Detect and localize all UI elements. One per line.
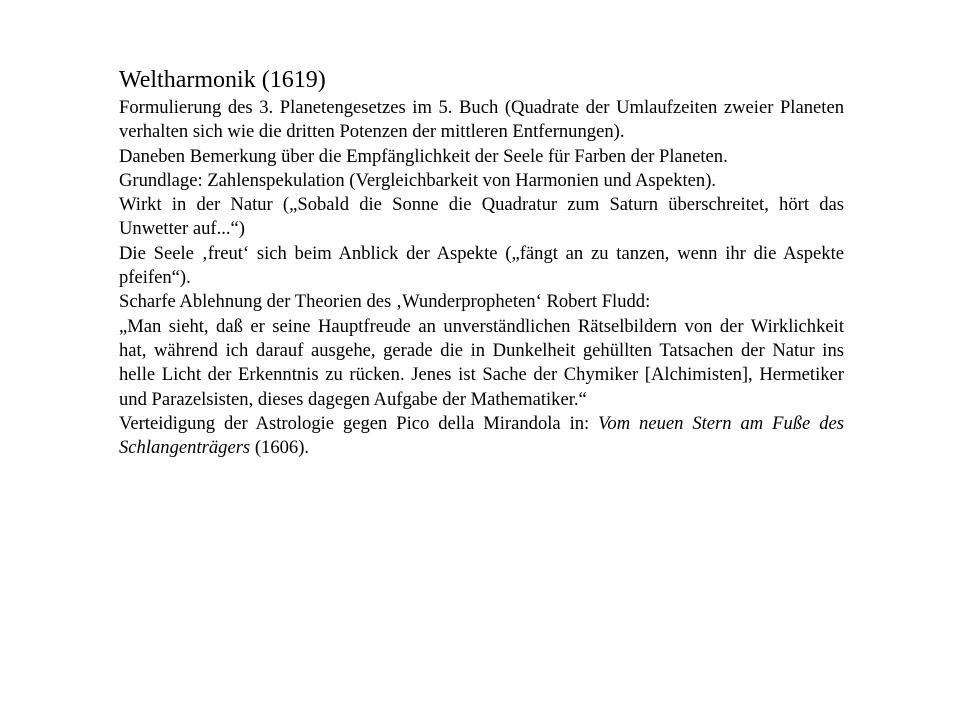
paragraph-third-law: Formulierung des 3. Planetengesetzes im 5. Buch (Quadrate der Umlaufzeiten zweier Planeten verhalten sich wie die dritten Potenzen der mittleren Entfernungen). (119, 97, 844, 143)
slide-content (119, 66, 844, 460)
paragraph-soul-rejoices: Die Seele ‚freut‘ sich beim Anblick der Aspekte („fängt an zu tanzen, wenn ihr die Aspekte pfeifen“). (119, 242, 844, 289)
paragraph-soul-colors: Daneben Bemerkung über die Empfänglichkeit der Seele für Farben der Planeten. (119, 145, 728, 167)
paragraph-fludd-rejection: Scharfe Ablehnung der Theorien des ‚Wunderpropheten‘ Robert Fludd: (119, 291, 651, 313)
defense-year: (1606). (250, 437, 310, 459)
paragraph-quote: „Man sieht, daß er seine Hauptfreude an unverständlichen Rätselbildern von der Wirklichkeit hat, während ich darauf ausgehe, gerade die in Dunkelheit gehüllten Tatsachen der Natur ins helle Licht der Erkenntnis zu rücken. Jenes ist Sache der Chymiker [Alchimisten], Hermetiker und Parazelsisten, dieses dagegen Aufgabe der Mathematiker.“ (119, 315, 844, 410)
slide-title: Weltharmonik (1619) (119, 67, 326, 93)
paragraph-astrology-defense (119, 412, 844, 461)
paragraph-nature-effect: Wirkt in der Natur („Sobald die Sonne die Quadratur zum Saturn überschreitet, hört das Unwetter auf...“) (119, 194, 844, 240)
paragraph-basis: Grundlage: Zahlenspekulation (Vergleichbarkeit von Harmonien und Aspekten). (119, 169, 717, 191)
defense-text: Verteidigung der Astrologie gegen Pico della Mirandola in: (119, 412, 599, 434)
book-title: Vom neuen Stern am Fuße des Schlangenträgers (119, 412, 844, 459)
